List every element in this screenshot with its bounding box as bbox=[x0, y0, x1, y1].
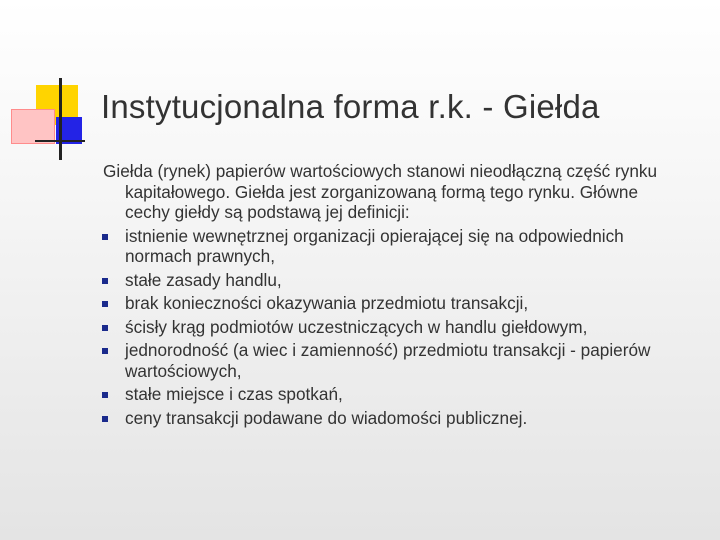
square-bullet-icon bbox=[102, 234, 108, 240]
list-item bbox=[103, 317, 683, 338]
logo-vertical-line bbox=[59, 78, 62, 160]
list-item-text: brak konieczności okazywania przedmiotu transakcji, bbox=[125, 293, 529, 313]
list-item-text: istnienie wewnętrznej organizacji opierającej się na odpowiednich normach prawnych, bbox=[125, 225, 624, 266]
list-item bbox=[103, 340, 683, 381]
slide-body bbox=[103, 161, 683, 428]
list-item bbox=[103, 226, 683, 267]
square-bullet-icon bbox=[102, 278, 108, 284]
list-item bbox=[103, 293, 683, 314]
list-item-text: stałe zasady handlu, bbox=[125, 269, 282, 290]
slide-logo bbox=[0, 0, 100, 170]
list-item bbox=[103, 408, 683, 429]
square-bullet-icon bbox=[102, 348, 108, 354]
list-item-text: ścisły krąg podmiotów uczestniczących w handlu giełdowym, bbox=[125, 316, 588, 337]
list-item-text: ceny transakcji podawane do wiadomości publicznej. bbox=[125, 407, 528, 428]
logo-horizontal-line bbox=[35, 140, 85, 142]
intro-paragraph: Giełda (rynek) papierów wartościowych stanowi nieodłączną część rynku kapitałowego. Giełda jest zorganizowaną formą tego rynku. Główne cechy giełdy są podstawą jej definicji: bbox=[103, 161, 658, 222]
bullet-list bbox=[103, 226, 683, 429]
list-item bbox=[103, 270, 683, 291]
slide-title: Instytucjonalna forma r.k. - Giełda bbox=[101, 88, 600, 125]
square-bullet-icon bbox=[102, 325, 108, 331]
list-item bbox=[103, 384, 683, 405]
list-item-text: jednorodność (a wiec i zamienność) przedmiotu transakcji - papierów wartościowych, bbox=[125, 340, 651, 381]
list-item-text: stałe miejsce i czas spotkań, bbox=[125, 384, 343, 404]
square-bullet-icon bbox=[102, 392, 108, 398]
logo-red-square bbox=[11, 109, 55, 144]
square-bullet-icon bbox=[102, 301, 108, 307]
square-bullet-icon bbox=[102, 416, 108, 422]
